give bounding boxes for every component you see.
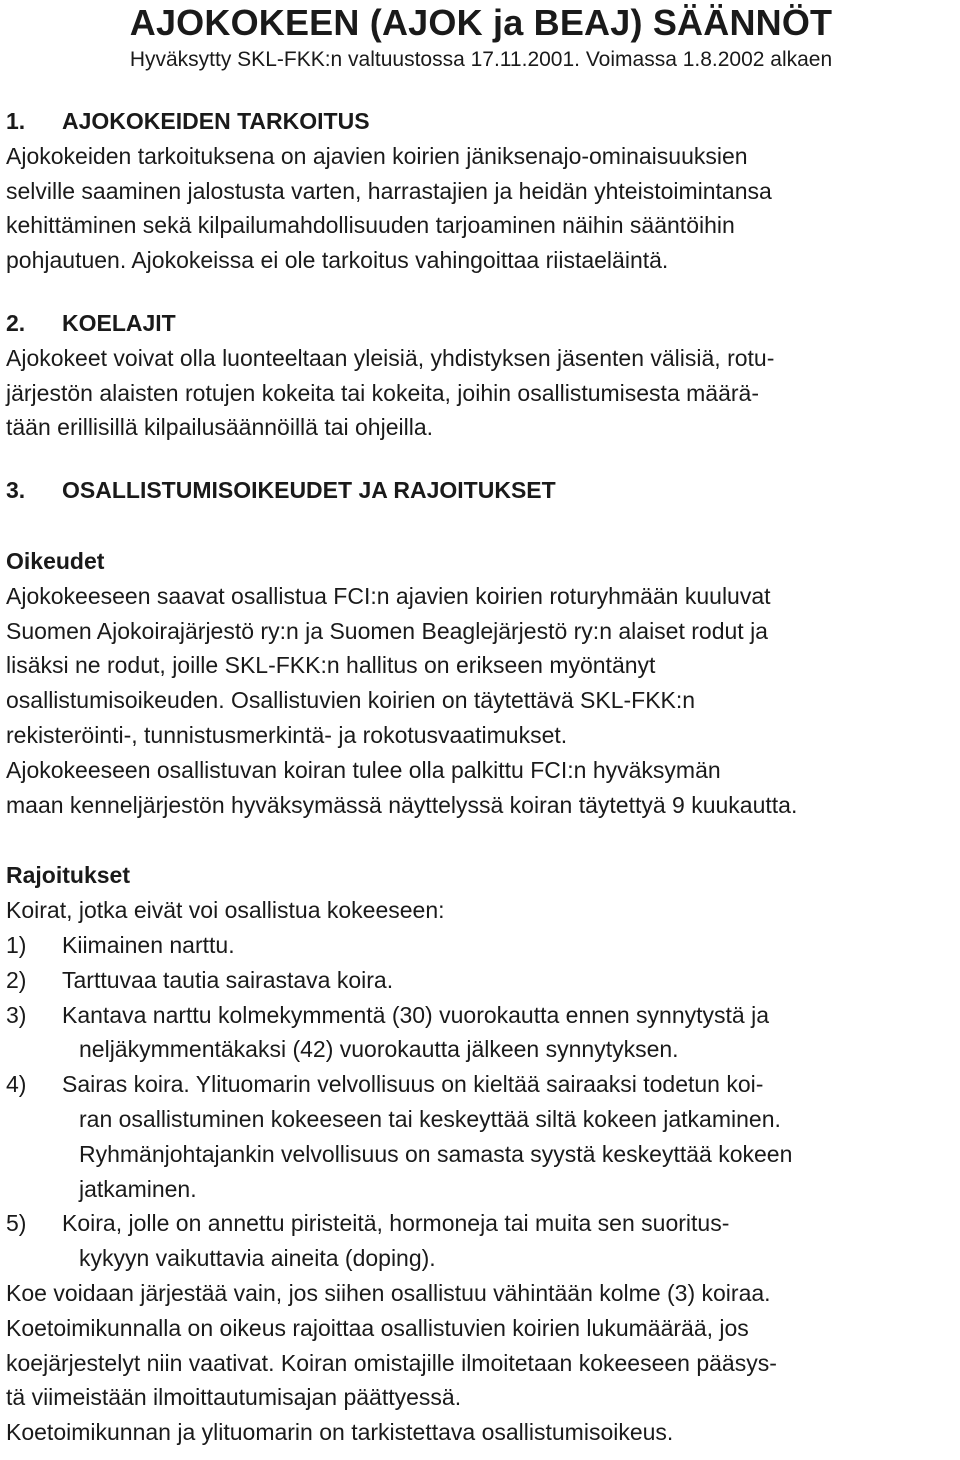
list-item xyxy=(6,963,956,998)
list-item-continuation: Ryhmänjohtajankin velvollisuus on samasta syystä keskeyttää kokeen xyxy=(79,1140,793,1167)
paragraph-line: Ajokokeet voivat olla luonteeltaan yleisiä, yhdistyksen jäsenten välisiä, rotu- xyxy=(6,344,775,371)
list-item-continuation: kykyyn vaikuttavia aineita (doping). xyxy=(79,1245,436,1272)
subsection-rights xyxy=(6,544,956,822)
paragraph-line: Koe voidaan järjestää vain, jos siihen osallistuu vähintään kolme (3) koiraa. xyxy=(6,1279,771,1306)
section-participation xyxy=(6,473,956,1450)
document-page xyxy=(6,0,956,1450)
paragraph-line: Koetoimikunnan ja ylituomarin on tarkistettava osallistumisoikeus. xyxy=(6,1419,674,1446)
list-item-text: Kiimainen narttu. xyxy=(62,931,235,958)
paragraph-line: Ajokokeeseen osallistuvan koiran tulee olla palkittu FCI:n hyväksymän xyxy=(6,756,721,783)
paragraph-line: osallistumisoikeuden. Osallistuvien koirien on täytettävä SKL-FKK:n xyxy=(6,687,696,714)
section-number: 1. xyxy=(6,108,26,134)
subsection-restrictions xyxy=(6,858,956,1450)
list-item xyxy=(6,1206,956,1241)
list-item xyxy=(6,928,956,963)
section-purpose xyxy=(6,104,956,278)
list-item-text: Koira, jolle on annettu piristeitä, hormoneja tai muita sen suoritus- xyxy=(62,1210,730,1237)
list-item xyxy=(6,1067,956,1102)
paragraph-line: tä viimeistään ilmoittautumisajan päättyessä. xyxy=(6,1384,462,1411)
section-title: AJOKOKEIDEN TARKOITUS xyxy=(62,108,370,134)
list-item xyxy=(6,998,956,1033)
list-item-number: 5) xyxy=(6,1210,27,1237)
document-title: AJOKOKEEN (AJOK ja BEAJ) SÄÄNNÖT xyxy=(129,2,833,43)
paragraph-line: Ajokokeeseen saavat osallistua FCI:n ajavien koirien roturyhmään kuuluvat xyxy=(6,582,771,609)
list-item-number: 3) xyxy=(6,1001,27,1028)
paragraph-line: tään erillisillä kilpailusäännöillä tai ohjeilla. xyxy=(6,414,434,441)
paragraph-line: Suomen Ajokoirajärjestö ry:n ja Suomen Beaglejärjestö ry:n alaiset rodut ja xyxy=(6,617,768,644)
section-number: 2. xyxy=(6,309,26,336)
section-trial-types xyxy=(6,306,956,445)
paragraph-line: kehittäminen sekä kilpailumahdollisuuden tarjoaminen näihin sääntöihin xyxy=(6,212,735,239)
subsection-heading: Oikeudet xyxy=(6,547,105,574)
list-item-text: Sairas koira. Ylituomarin velvollisuus on kieltää sairaaksi todetun koi- xyxy=(62,1071,764,1098)
list-item-text: Tarttuvaa tautia sairastava koira. xyxy=(62,966,394,993)
paragraph-line: Koetoimikunnalla on oikeus rajoittaa osallistuvien koirien lukumäärää, jos xyxy=(6,1314,749,1341)
list-item-continuation: ran osallistuminen kokeeseen tai keskeyttää siltä kokeen jatkaminen. xyxy=(79,1105,781,1132)
list-item-continuation: neljäkymmentäkaksi (42) vuorokautta jälkeen synnytyksen. xyxy=(79,1036,679,1063)
list-intro: Koirat, jotka eivät voi osallistua kokeeseen: xyxy=(6,897,445,924)
paragraph-line: järjestön alaisten rotujen kokeita tai kokeita, joihin osallistumisesta määrä- xyxy=(6,379,759,406)
section-heading xyxy=(6,104,956,139)
paragraph-line: rekisteröinti-, tunnistusmerkintä- ja rokotusvaatimukset. xyxy=(6,721,568,748)
section-number: 3. xyxy=(6,477,26,504)
paragraph-line: Ajokokeiden tarkoituksena on ajavien koirien jäniksenajo-ominaisuuksien xyxy=(6,142,748,169)
list-item-number: 4) xyxy=(6,1071,27,1098)
list-item-number: 1) xyxy=(6,931,27,958)
paragraph-line: selville saaminen jalostusta varten, harrastajien ja heidän yhteistoimintansa xyxy=(6,177,772,204)
list-item-number: 2) xyxy=(6,966,27,993)
list-item-text: Kantava narttu kolmekymmentä (30) vuorokautta ennen synnytystä ja xyxy=(62,1001,769,1028)
paragraph-line: lisäksi ne rodut, joille SKL-FKK:n hallitus on erikseen myöntänyt xyxy=(6,652,656,679)
section-heading xyxy=(6,306,956,341)
paragraph-line: maan kenneljärjestön hyväksymässä näyttelyssä koiran täytettyä 9 kuukautta. xyxy=(6,791,798,818)
section-heading xyxy=(6,473,956,508)
document-subtitle: Hyväksytty SKL-FKK:n valtuustossa 17.11.2001. Voimassa 1.8.2002 alkaen xyxy=(129,48,833,71)
subsection-heading: Rajoitukset xyxy=(6,862,130,889)
paragraph-line: pohjautuen. Ajokokeissa ei ole tarkoitus vahingoittaa riistaeläintä. xyxy=(6,247,669,274)
paragraph-line: koejärjestelyt niin vaativat. Koiran omistajille ilmoitetaan kokeeseen pääsys- xyxy=(6,1349,777,1376)
list-item-continuation: jatkaminen. xyxy=(79,1175,197,1202)
section-title: KOELAJIT xyxy=(62,309,176,336)
section-title: OSALLISTUMISOIKEUDET JA RAJOITUKSET xyxy=(62,477,556,504)
